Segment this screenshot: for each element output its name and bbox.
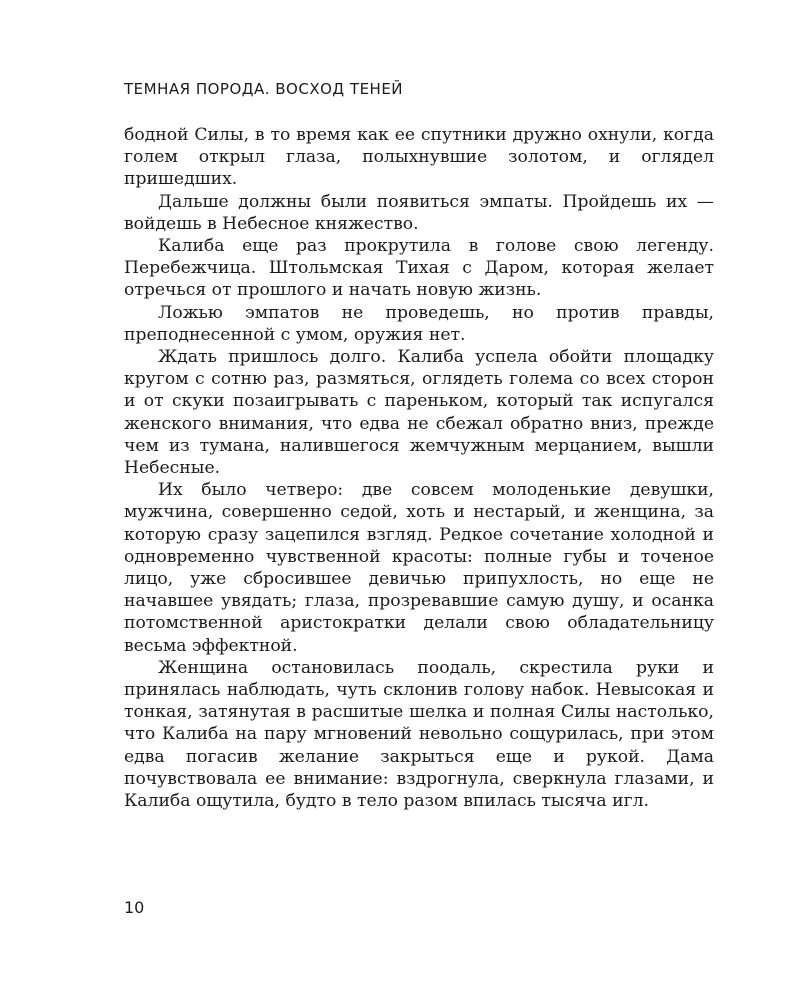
page-number: 10 (124, 898, 145, 917)
paragraph-4: Ложью эмпатов не проведешь, но против правды, преподнесенной с умом, оружия нет. (124, 302, 714, 345)
paragraph-3: Калиба еще раз прокрутила в голове свою легенду. Перебежчица. Штольмская Тихая с Даром, которая желает отречься от прошлого и начать новую жизнь. (124, 236, 714, 301)
running-header: ТЕМНАЯ ПОРОДА. ВОСХОД ТЕНЕЙ (124, 80, 404, 98)
paragraph-5: Ждать пришлось долго. Калиба успела обойти площадку кругом с сотню раз, размяться, оглядеть голема со всех сторон и от скуки позаигрывать с пареньком, который так испугался женского внимания, что едва не сбежал обратно вниз, прежде чем из тумана, налившегося жемчужным мерцанием, вышли Небесные. (124, 347, 714, 479)
paragraph-1: бодной Силы, в то время как ее спутники дружно охнули, когда голем открыл глаза, полыхнувшие золотом, и оглядел пришедших. (124, 125, 714, 190)
body-text (124, 124, 714, 812)
paragraph-2: Дальше должны были появиться эмпаты. Пройдешь их — войдешь в Небесное княжество. (124, 191, 714, 234)
paragraph-7: Женщина остановилась поодаль, скрестила руки и принялась наблюдать, чуть склонив голову набок. Невысокая и тонкая, затянутая в расшитые шелка и полная Силы настолько, что Калиба на пару мгновений невольно сощурилась, при этом едва погасив желание закрыться еще и рукой. Дама почувствовала ее внимание: вздрогнула, сверкнула глазами, и Калиба ощутила, будто в тело разом впилась тысяча игл. (124, 657, 714, 812)
paragraph-6: Их было четверо: две совсем молоденькие девушки, мужчина, совершенно седой, хоть и нестарый, и женщина, за которую сразу зацепился взгляд. Редкое сочетание холодной и одновременно чувственной красоты: полные губы и точеное лицо, уже сбросившее девичью припухлость, но еще не начавшее увядать; глаза, прозревавшие самую душу, и осанка потомственной аристократки делали свою обладательницу весьма эффектной. (124, 480, 714, 656)
